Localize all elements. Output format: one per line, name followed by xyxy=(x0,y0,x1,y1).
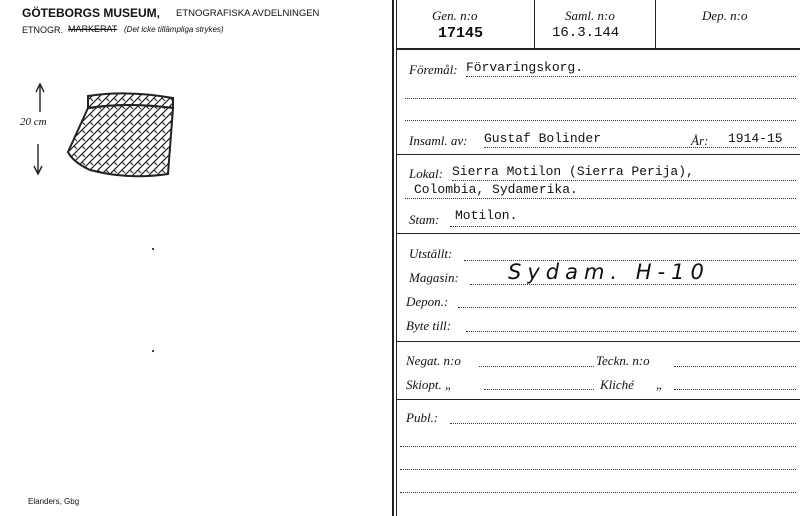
lokal-value-2: Colombia, Sydamerika. xyxy=(414,182,578,197)
ar-label: År: xyxy=(691,133,709,148)
negat-label: Negat. n:o xyxy=(406,353,461,368)
magasin-dots xyxy=(470,284,796,285)
header-divider-1 xyxy=(534,0,535,48)
byte-label: Byte till: xyxy=(406,318,452,333)
publ-line-3 xyxy=(400,469,796,470)
mark-dot-2 xyxy=(152,350,154,352)
basket-sketch xyxy=(18,82,188,182)
magasin-label: Magasin: xyxy=(409,270,459,285)
foremal-dots xyxy=(466,76,796,77)
insaml-label: Insaml. av: xyxy=(409,133,468,148)
museum-name: GÖTEBORGS MUSEUM, xyxy=(22,6,161,20)
section-line-1 xyxy=(396,154,800,155)
saml-label: Saml. n:o xyxy=(565,8,615,23)
stam-value: Motilon. xyxy=(455,208,518,223)
magasin-value: Sydam. H-10 xyxy=(508,260,710,284)
mark-dot-1 xyxy=(152,248,154,250)
kliche-label: Kliché xyxy=(600,377,634,392)
skiopt-dots xyxy=(484,389,594,390)
section-line-3 xyxy=(396,341,800,342)
saml-value: 16.3.144 xyxy=(552,25,620,41)
section-line-2 xyxy=(396,233,800,234)
publ-line-4 xyxy=(400,492,796,493)
stam-label: Stam: xyxy=(409,212,440,227)
skiopt-label: Skiopt. „ xyxy=(406,377,453,392)
card-left-border xyxy=(392,0,394,516)
lokal-dots xyxy=(452,180,796,181)
insaml-value: Gustaf Bolinder xyxy=(484,131,602,146)
blank-line-2 xyxy=(405,120,796,121)
gen-value: 17145 xyxy=(438,25,484,42)
depon-label: Depon.: xyxy=(406,294,449,309)
insaml-dots xyxy=(484,147,796,148)
lokal-dots-2 xyxy=(405,198,796,199)
foremal-label: Föremål: xyxy=(409,62,458,77)
depon-dots xyxy=(458,307,796,308)
lokal-label: Lokal: xyxy=(409,166,443,181)
publ-line-2 xyxy=(400,446,796,447)
utstallt-label: Utställt: xyxy=(409,246,453,261)
publ-label: Publ.: xyxy=(406,410,439,425)
etnogr-label: ETNOGR. xyxy=(22,25,64,35)
struck-word: MARKERAT xyxy=(68,24,118,34)
teckn-dots xyxy=(674,366,796,367)
card-inner-border xyxy=(396,0,397,516)
byte-dots xyxy=(466,331,796,332)
negat-dots xyxy=(479,366,594,367)
department-name: ETNOGRAFISKA AVDELNINGEN xyxy=(176,8,320,19)
stam-dots xyxy=(450,226,796,227)
strike-note: (Det icke tillämpliga strykes) xyxy=(124,25,224,34)
dep-label: Dep. n:o xyxy=(702,8,748,23)
foremal-value: Förvaringskorg. xyxy=(466,60,584,75)
teckn-label: Teckn. n:o xyxy=(596,353,650,368)
header-divider-2 xyxy=(655,0,656,48)
gen-label: Gen. n:o xyxy=(432,8,478,23)
header-bottom-line xyxy=(396,48,800,50)
ar-value: 1914-15 xyxy=(728,131,783,146)
lokal-value-1: Sierra Motilon (Sierra Perija), xyxy=(452,164,694,179)
publ-dots xyxy=(450,423,796,424)
blank-line-1 xyxy=(405,98,796,99)
height-label: 20 cm xyxy=(20,116,47,128)
printer-mark: Elanders, Gbg xyxy=(28,497,80,506)
section-line-4 xyxy=(396,399,800,400)
kliche-dots xyxy=(674,389,796,390)
kliche-mark: „ xyxy=(656,377,664,392)
